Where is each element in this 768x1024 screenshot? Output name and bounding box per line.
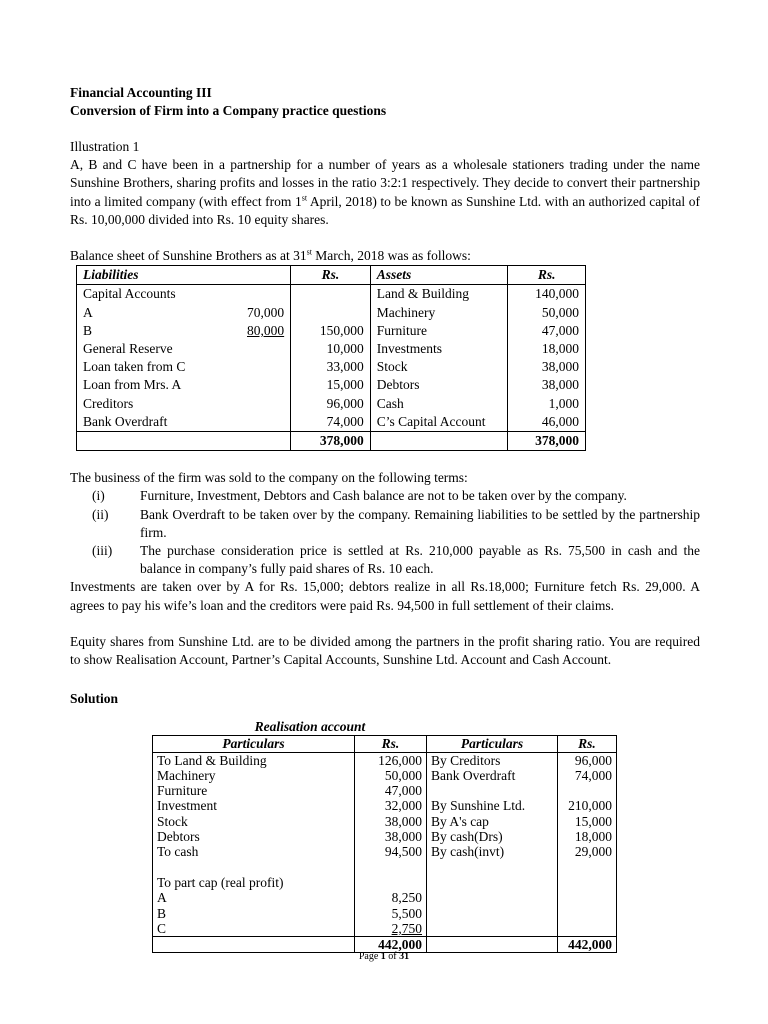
- bs-row: [77, 285, 586, 304]
- bs-asset-amount: 18,000: [508, 340, 586, 358]
- bs-asset-name: Machinery: [376, 304, 436, 320]
- ra-debit-amount: [355, 875, 427, 890]
- ra-debit-particular: B: [153, 906, 355, 921]
- terms-list: [70, 487, 700, 578]
- ra-total-right: 442,000: [558, 937, 617, 953]
- ra-header-particulars-right: Particulars: [427, 736, 558, 752]
- bs-asset-amount: 140,000: [508, 285, 586, 304]
- term-text: Bank Overdraft to be taken over by the company. Remaining liabilities to be settled by the partnership firm.: [140, 506, 700, 540]
- ra-debit-amount: 38,000: [355, 814, 427, 829]
- bs-asset-name: Investments: [376, 341, 443, 357]
- term-number: (iii): [92, 543, 113, 559]
- requirement-text: Equity shares from Sunshine Ltd. are to be divided among the partners in the profit sharing ratio. You are required to show Realisation Account, Partner’s Capital Accounts, Sunshine Ltd. Account and Cash Account.: [70, 633, 700, 668]
- ra-credit-amount: [558, 921, 617, 937]
- bs-asset-amount: 38,000: [508, 358, 586, 376]
- bs-total-left: 378,000: [291, 432, 371, 451]
- ra-credit-amount: 96,000: [558, 752, 617, 768]
- course-title: Financial Accounting III: [70, 85, 212, 100]
- term-item: [70, 542, 700, 578]
- realisation-account-table: [152, 735, 617, 953]
- term-number: (i): [92, 488, 105, 504]
- bs-liability-amount: 10,000: [291, 340, 371, 358]
- ra-debit-amount: 5,500: [355, 906, 427, 921]
- bs-header-liabilities: Liabilities: [77, 266, 291, 285]
- ra-credit-amount: [558, 860, 617, 875]
- ra-debit-amount: 2,750: [355, 921, 427, 937]
- bs-asset-amount: 47,000: [508, 322, 586, 340]
- ra-header-rs-right: Rs.: [558, 736, 617, 752]
- ra-credit-amount: 210,000: [558, 798, 617, 813]
- illustration-label: Illustration 1: [70, 139, 140, 154]
- bs-liability-amount: 150,000: [291, 322, 371, 340]
- bs-partner-amount: [193, 285, 291, 304]
- ra-row: [153, 798, 617, 813]
- bs-row: [77, 395, 586, 413]
- bs-partner-amount: [193, 340, 291, 358]
- bs-liability-name: Creditors: [77, 395, 193, 413]
- ra-credit-amount: 15,000: [558, 814, 617, 829]
- ra-debit-amount: 50,000: [355, 768, 427, 783]
- ra-row: [153, 768, 617, 783]
- ra-credit-particular: By Creditors: [431, 752, 501, 768]
- ra-credit-amount: 18,000: [558, 829, 617, 844]
- realisation-account-title: Realisation account: [254, 719, 366, 735]
- bs-liability-amount: 74,000: [291, 413, 371, 432]
- page-footer: Page 1 of 31: [358, 951, 410, 962]
- ra-debit-amount: 47,000: [355, 783, 427, 798]
- bs-header-rs-left: Rs.: [291, 266, 371, 285]
- ra-credit-particular: Bank Overdraft: [431, 767, 516, 783]
- bs-row: [77, 376, 586, 394]
- bs-asset-name: Debtors: [376, 377, 420, 393]
- solution-label: Solution: [70, 691, 119, 707]
- bs-total-row: [77, 432, 586, 451]
- balance-sheet-table: [76, 265, 586, 451]
- bs-liability-name: A: [77, 304, 193, 322]
- ra-credit-amount: [558, 783, 617, 798]
- ra-credit-particular: [427, 783, 558, 798]
- ra-debit-particular: C: [153, 921, 355, 937]
- document-page: [70, 84, 700, 953]
- ra-debit-particular: To Land & Building: [153, 752, 355, 768]
- ra-credit-particular: [427, 890, 558, 905]
- ra-credit-particular: [427, 875, 558, 890]
- illustration-intro: A, B and C have been in a partnership for a number of years as a wholesale stationers trading under the name Sunshine Brothers, sharing profits and losses in the ratio 3:2:1 respectively. They decide to convert their partnership into a limited company (with effect from 1st April, 2018) to be known as Sunshine Ltd. with an authorized capital of Rs. 10,00,000 divided into Rs. 10 equity shares.: [70, 157, 700, 227]
- ra-total-left: 442,000: [355, 937, 427, 953]
- term-text: The purchase consideration price is settled at Rs. 210,000 payable as Rs. 75,500 in cash and the balance in company’s fully paid shares of Rs. 10 each.: [140, 543, 700, 577]
- bs-asset-name: Furniture: [376, 322, 428, 338]
- ra-row: [153, 875, 617, 890]
- ra-row: [153, 860, 617, 875]
- ra-row: [153, 752, 617, 768]
- term-number: (ii): [92, 506, 109, 522]
- bs-row: [77, 304, 586, 322]
- bs-asset-amount: 38,000: [508, 376, 586, 394]
- ra-header-rs-left: Rs.: [355, 736, 427, 752]
- terms-intro: The business of the firm was sold to the company on the following terms:: [70, 470, 468, 486]
- ra-credit-particular: [427, 860, 558, 875]
- ra-header-particulars-left: Particulars: [153, 736, 355, 752]
- ra-debit-amount: [355, 860, 427, 875]
- ra-debit-amount: 8,250: [355, 890, 427, 905]
- bs-liability-amount: [291, 285, 371, 304]
- ra-debit-particular: To part cap (real profit): [153, 875, 355, 890]
- term-item: [70, 487, 700, 505]
- bs-liability-name: Loan taken from C: [77, 358, 193, 376]
- bs-header-assets: Assets: [370, 266, 508, 285]
- bs-row: [77, 358, 586, 376]
- bs-asset-name: Land & Building: [376, 286, 470, 302]
- ra-credit-particular: [427, 921, 558, 937]
- bs-asset-name: Cash: [376, 395, 404, 411]
- bs-liability-name: Bank Overdraft: [77, 413, 193, 432]
- ra-row: [153, 844, 617, 859]
- term-text: Furniture, Investment, Debtors and Cash balance are not to be taken over by the company.: [140, 488, 627, 504]
- ra-debit-amount: 126,000: [355, 752, 427, 768]
- ra-credit-amount: [558, 906, 617, 921]
- ra-row: [153, 814, 617, 829]
- bs-partner-amount: 80,000: [247, 322, 285, 338]
- ra-row: [153, 829, 617, 844]
- bs-partner-amount: [193, 358, 291, 376]
- bs-asset-name: C’s Capital Account: [376, 413, 486, 429]
- ra-credit-particular: [427, 906, 558, 921]
- ra-credit-amount: [558, 890, 617, 905]
- ra-credit-amount: [558, 875, 617, 890]
- bs-liability-amount: 96,000: [291, 395, 371, 413]
- balance-sheet-intro: Balance sheet of Sunshine Brothers as at 31st March, 2018 was as follows:: [70, 247, 471, 264]
- bs-total-right: 378,000: [508, 432, 586, 451]
- ra-debit-amount: 38,000: [355, 829, 427, 844]
- bs-asset-amount: 1,000: [508, 395, 586, 413]
- bs-asset-amount: 46,000: [508, 413, 586, 432]
- ra-row: [153, 890, 617, 905]
- bs-liability-name: General Reserve: [77, 340, 193, 358]
- bs-row: [77, 322, 586, 340]
- ra-credit-particular: By cash(invt): [431, 844, 505, 860]
- bs-liability-amount: 15,000: [291, 376, 371, 394]
- terms-after: Investments are taken over by A for Rs. 15,000; debtors realize in all Rs.18,000; Furniture fetch Rs. 29,000. A agrees to pay his wife’s loan and the creditors were paid Rs. 94,500 in full settlement of their claims.: [70, 579, 700, 613]
- bs-liability-amount: [291, 304, 371, 322]
- ra-debit-particular: Investment: [153, 798, 355, 813]
- bs-row: [77, 340, 586, 358]
- ra-row: [153, 906, 617, 921]
- bs-liability-name: Loan from Mrs. A: [77, 376, 193, 394]
- ra-credit-particular: By A's cap: [431, 813, 489, 829]
- ra-debit-particular: Stock: [153, 814, 355, 829]
- bs-row: [77, 413, 586, 432]
- ra-credit-particular: By Sunshine Ltd.: [431, 798, 526, 814]
- ra-credit-amount: 29,000: [558, 844, 617, 859]
- ra-row: [153, 921, 617, 937]
- ra-credit-particular: By cash(Drs): [431, 829, 503, 845]
- ra-debit-particular: Furniture: [153, 783, 355, 798]
- ra-debit-particular: To cash: [153, 844, 355, 859]
- term-item: [70, 506, 700, 542]
- bs-partner-amount: [193, 376, 291, 394]
- bs-liability-name: B: [77, 322, 193, 340]
- ra-credit-amount: 74,000: [558, 768, 617, 783]
- ra-debit-amount: 32,000: [355, 798, 427, 813]
- ra-debit-particular: [153, 860, 355, 875]
- ra-debit-particular: A: [153, 890, 355, 905]
- ra-debit-particular: Machinery: [153, 768, 355, 783]
- bs-partner-amount: [193, 413, 291, 432]
- topic-title: Conversion of Firm into a Company practice questions: [70, 103, 387, 118]
- ra-debit-particular: Debtors: [153, 829, 355, 844]
- ra-row: [153, 783, 617, 798]
- bs-liability-name: Capital Accounts: [77, 285, 193, 304]
- bs-partner-amount: 70,000: [247, 304, 285, 320]
- bs-header-rs-right: Rs.: [508, 266, 586, 285]
- bs-liability-amount: 33,000: [291, 358, 371, 376]
- bs-asset-amount: 50,000: [508, 304, 586, 322]
- bs-asset-name: Stock: [376, 359, 408, 375]
- bs-partner-amount: [193, 395, 291, 413]
- ra-debit-amount: 94,500: [355, 844, 427, 859]
